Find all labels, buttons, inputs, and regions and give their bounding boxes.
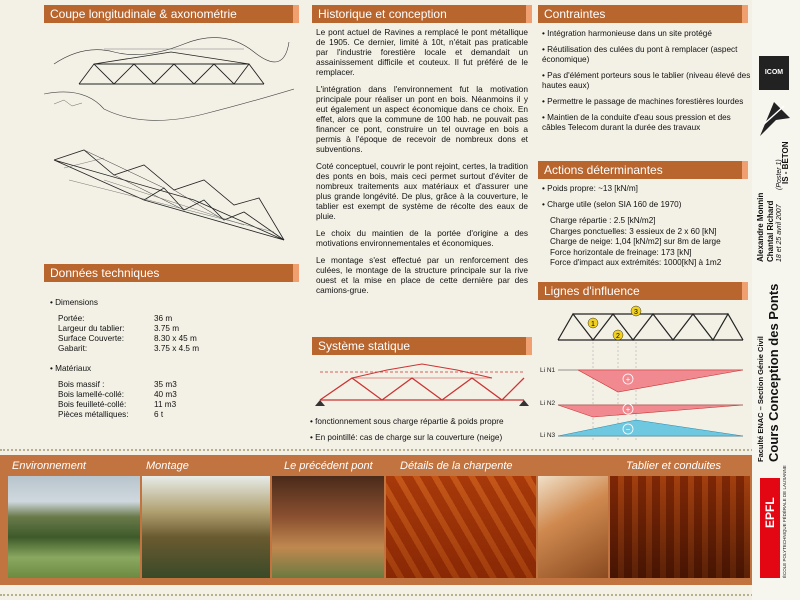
header-coupe: Coupe longitudinale & axonométrie (44, 5, 299, 23)
mat-key: Bois massif : (58, 380, 105, 389)
table-row (58, 380, 290, 390)
caption-charpente: Détails de la charpente (400, 460, 513, 472)
influence-sign: − (625, 425, 631, 434)
author-1: Alexandre Monnin (756, 192, 765, 262)
influence-lines-diagram (538, 302, 752, 447)
epfl-subtitle: ÉCOLE POLYTECHNIQUE FÉDÉRALE DE LAUSANNE (782, 465, 787, 578)
line-label: Li N2 (540, 400, 556, 407)
donnees-techniques (50, 298, 290, 420)
header-contraintes: Contraintes (538, 5, 748, 23)
table-row (58, 334, 290, 344)
list-item: • fonctionnement sous charge répartie & poids propre (310, 417, 504, 426)
course-title: Cours Conception des Ponts (766, 283, 781, 462)
dim-value: 3.75 m (154, 324, 180, 333)
actions-list (542, 184, 756, 269)
header-donnees: Données techniques (44, 264, 299, 282)
mat-value: 35 m3 (154, 380, 177, 389)
dim-key: Surface Couverte: (58, 334, 124, 343)
influence-sign: + (625, 375, 631, 384)
table-row (58, 324, 290, 334)
historique-paragraph: Le pont actuel de Ravines a remplacé le pont métallique de 1905. Ce dernier, limité à 10t, n'était pas praticable par l'industrie forestière locale et demandait un assainissement difficile et couteux. Il fut préféré de le remplacer. (316, 27, 528, 77)
materiaux-title: • Matériaux (50, 364, 92, 373)
dim-key: Portée: (58, 314, 85, 323)
mat-key: Bois lamellé-collé: (58, 390, 124, 399)
action-detail: Charges ponctuelles: 3 essieux de 2 x 60 [kN] (550, 226, 717, 236)
divider (0, 449, 800, 451)
table-row (58, 314, 290, 324)
list-item: • Charge utile (selon SIA 160 de 1970) (542, 200, 682, 209)
dim-key: Largeur du tablier: (58, 324, 125, 333)
caption-montage: Montage (146, 460, 189, 472)
header-systeme: Système statique (312, 337, 532, 355)
list-item: • En pointillé: cas de charge sur la couverture (neige) (310, 433, 503, 442)
line-label: Li N3 (540, 432, 556, 439)
static-system-diagram (312, 360, 532, 410)
line-label: Li N1 (540, 367, 556, 374)
photo-tablier (610, 476, 750, 578)
historique-paragraph: L'intégration dans l'environnement fut la motivation principale pour réaliser un pont en bois. Néanmoins il y eut également un aspect économique dans ce choix. En effet, alors que la commune de 100 hab. ne pouvait pas financer ce pont, construire un tel ouvrage en bois a permis à l'époque de recevoir de nombreux dons et subventions. (316, 84, 528, 154)
list-item: • Maintien de la conduite d'eau sous pression et des câbles Telecom durant la durée des travaux (542, 113, 731, 132)
poster-label: (Poster 1) (776, 159, 783, 190)
node-label: 2 (616, 333, 620, 340)
date-label: 18 et 25 avril 2007 (776, 204, 783, 262)
dim-value: 36 m (154, 314, 173, 323)
table-row (58, 410, 290, 420)
beton-label: IS - BETON (781, 141, 790, 184)
photo-environnement (8, 476, 140, 578)
influence-sign: + (625, 405, 631, 414)
epfl-logo (760, 478, 780, 578)
photo-charpente-2 (538, 476, 608, 578)
dim-value: 8.30 x 45 m (154, 334, 197, 343)
caption-tablier: Tablier et conduites (626, 460, 721, 472)
beton-logo-icon (758, 98, 792, 138)
historique-text (316, 27, 528, 302)
header-lignes: Lignes d'influence (538, 282, 748, 300)
list-item: • Permettre le passage de machines forestières lourdes (542, 97, 744, 106)
list-item: • Réutilisation des culées du pont à remplacer (aspect économique) (542, 45, 738, 64)
mat-value: 6 t (154, 410, 164, 419)
epfl-text: EPFL (763, 497, 777, 528)
historique-paragraph: Le montage s'est effectué par un renforcement des culées, le montage de la structure principale sur la rive ouest et la mise en place de cette dernière par des camions-grue. (316, 255, 528, 295)
mat-key: Pièces métalliques: (58, 410, 129, 419)
list-item: • Pas d'élément porteurs sous le tablier (niveau élevé des hautes eaux) (542, 71, 751, 90)
header-historique: Historique et conception (312, 5, 532, 23)
axonometric-drawing (44, 140, 294, 260)
dim-key: Gabarit: (58, 344, 88, 353)
photo-charpente-1 (386, 476, 536, 578)
dimensions-title: • Dimensions (50, 298, 98, 307)
dim-value: 3.75 x 4.5 m (154, 344, 200, 353)
icom-logo: ICOM (759, 56, 789, 90)
photo-precedent-pont (272, 476, 384, 578)
action-detail: Charge répartie : 2.5 [kN/m2] (550, 216, 656, 225)
action-detail: Force d'impact aux extrémités: 1000[kN] à 1m2 (550, 258, 722, 267)
action-detail: Charge de neige: 1,04 [kN/m2] sur 8m de large (550, 237, 721, 246)
caption-environnement: Environnement (12, 460, 86, 472)
faculty-label: Faculté ENAC – Section Génie Civil (756, 336, 765, 462)
mat-value: 11 m3 (154, 400, 177, 409)
table-row (58, 344, 290, 354)
caption-precedent: Le précédent pont (284, 460, 373, 472)
list-item: • Intégration harmonieuse dans un site protégé (542, 29, 712, 38)
actions-details (542, 216, 756, 269)
systeme-list (310, 417, 535, 449)
table-row (58, 400, 290, 410)
longitudinal-section-drawing (44, 34, 294, 129)
dimensions-table (50, 314, 290, 354)
mat-value: 40 m3 (154, 390, 177, 399)
header-actions: Actions déterminantes (538, 161, 748, 179)
node-label: 1 (591, 321, 595, 328)
photo-montage (142, 476, 270, 578)
list-item: • Poids propre: ~13 [kN/m] (542, 184, 638, 193)
author-2: Chantal Richard (766, 200, 775, 262)
action-detail: Force horizontale de freinage: 173 [kN] (550, 247, 692, 257)
materiaux-table (50, 380, 290, 420)
table-row (58, 390, 290, 400)
node-label: 3 (634, 309, 638, 316)
historique-paragraph: Le choix du maintien de la portée d'origine a des motivations environnementales et économiques. (316, 228, 528, 248)
contraintes-list (542, 29, 752, 139)
divider (0, 594, 800, 596)
historique-paragraph: Coté conceptuel, couvrir le pont rejoint, certes, la tradition des ponts en bois, mais ceci permet surtout d'éviter de nombreux traitements aux matériaux et d'assurer une plus grande longévité. De plus, grâce à la couverture, le tablier est exempt de système de récolte des eaux de pluie. (316, 161, 528, 221)
mat-key: Bois feuilleté-collé: (58, 400, 127, 409)
